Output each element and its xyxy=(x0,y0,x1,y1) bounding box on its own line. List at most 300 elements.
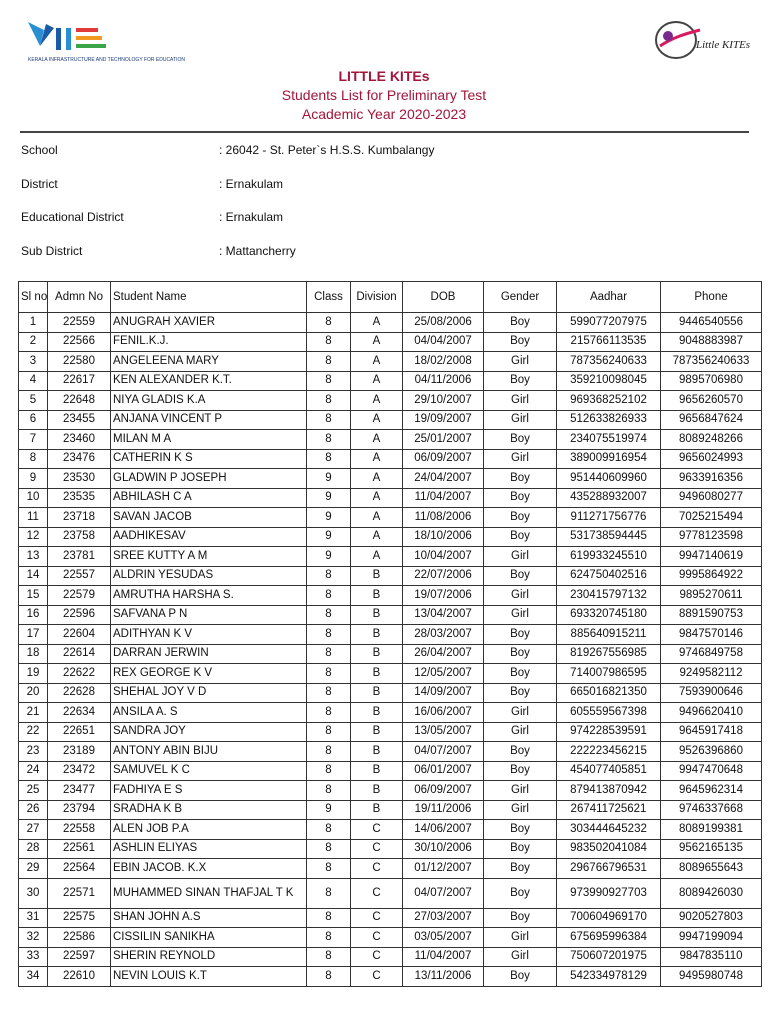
aadhar-cell: 303444645232 xyxy=(557,820,661,840)
sl-no-cell: 8 xyxy=(19,449,48,469)
table-body xyxy=(19,313,762,987)
table-row xyxy=(19,527,762,547)
gender-cell: Boy xyxy=(484,469,557,489)
gender-cell: Boy xyxy=(484,683,557,703)
phone-cell: 9645917418 xyxy=(661,722,762,742)
aadhar-cell: 542334978129 xyxy=(557,967,661,987)
student-name-cell: ANSILA A. S xyxy=(111,703,307,723)
table-row xyxy=(19,430,762,450)
student-name-cell: CISSILIN SANIKHA xyxy=(111,928,307,948)
aadhar-cell: 951440609960 xyxy=(557,469,661,489)
dob-cell: 01/12/2007 xyxy=(403,859,484,879)
table-row xyxy=(19,878,762,908)
sl-no-cell: 17 xyxy=(19,625,48,645)
gender-cell: Girl xyxy=(484,352,557,372)
gender-cell: Girl xyxy=(484,947,557,967)
table-row xyxy=(19,586,762,606)
admn-no-cell: 23477 xyxy=(48,781,111,801)
sl-no-cell: 22 xyxy=(19,722,48,742)
kite-logo-text: KERALA INFRASTRUCTURE AND TECHNOLOGY FOR EDUCATION xyxy=(28,57,185,63)
dob-cell: 11/04/2007 xyxy=(403,947,484,967)
division-cell: B xyxy=(351,703,403,723)
student-name-cell: FENIL.K.J. xyxy=(111,332,307,352)
gender-cell: Girl xyxy=(484,781,557,801)
phone-cell: 8891590753 xyxy=(661,605,762,625)
student-name-cell: ABHILASH C A xyxy=(111,488,307,508)
admn-no-cell: 23535 xyxy=(48,488,111,508)
gender-cell: Girl xyxy=(484,703,557,723)
aadhar-cell: 911271756776 xyxy=(557,508,661,528)
dob-cell: 06/09/2007 xyxy=(403,449,484,469)
division-cell: B xyxy=(351,800,403,820)
table-row xyxy=(19,566,762,586)
aadhar-cell: 750607201975 xyxy=(557,947,661,967)
class-cell: 8 xyxy=(307,742,351,762)
division-cell: B xyxy=(351,605,403,625)
table-row xyxy=(19,371,762,391)
column-header: Admn No xyxy=(48,282,111,313)
table-row xyxy=(19,488,762,508)
class-cell: 8 xyxy=(307,781,351,801)
table-row xyxy=(19,625,762,645)
sl-no-cell: 21 xyxy=(19,703,48,723)
phone-cell: 9895270611 xyxy=(661,586,762,606)
student-name-cell: SHEHAL JOY V D xyxy=(111,683,307,703)
division-cell: B xyxy=(351,781,403,801)
header-divider xyxy=(20,131,749,133)
aadhar-cell: 885640915211 xyxy=(557,625,661,645)
info-label: School xyxy=(21,143,58,157)
table-row xyxy=(19,722,762,742)
dob-cell: 22/07/2006 xyxy=(403,566,484,586)
aadhar-cell: 454077405851 xyxy=(557,761,661,781)
info-row-district xyxy=(21,177,741,211)
dob-cell: 25/08/2006 xyxy=(403,313,484,333)
info-label: District xyxy=(21,176,58,191)
gender-cell: Boy xyxy=(484,664,557,684)
class-cell: 8 xyxy=(307,664,351,684)
sl-no-cell: 32 xyxy=(19,928,48,948)
division-cell: C xyxy=(351,908,403,928)
info-value: : Mattancherry xyxy=(219,244,296,259)
table-row xyxy=(19,859,762,879)
division-cell: B xyxy=(351,566,403,586)
admn-no-cell: 22628 xyxy=(48,683,111,703)
admn-no-cell: 22604 xyxy=(48,625,111,645)
student-name-cell: SAMUVEL K C xyxy=(111,761,307,781)
aadhar-cell: 714007986595 xyxy=(557,664,661,684)
sl-no-cell: 34 xyxy=(19,967,48,987)
admn-no-cell: 22571 xyxy=(48,878,111,908)
class-cell: 8 xyxy=(307,605,351,625)
phone-cell: 9995864922 xyxy=(661,566,762,586)
dob-cell: 25/01/2007 xyxy=(403,430,484,450)
student-name-cell: ANGELEENA MARY xyxy=(111,352,307,372)
student-name-cell: NIYA GLADIS K.A xyxy=(111,391,307,411)
sl-no-cell: 9 xyxy=(19,469,48,489)
division-cell: A xyxy=(351,430,403,450)
phone-cell: 9847835110 xyxy=(661,947,762,967)
phone-cell: 787356240633 xyxy=(661,352,762,372)
phone-cell: 7025215494 xyxy=(661,508,762,528)
student-name-cell: NEVIN LOUIS K.T xyxy=(111,967,307,987)
aadhar-cell: 359210098045 xyxy=(557,371,661,391)
sl-no-cell: 10 xyxy=(19,488,48,508)
student-name-cell: SRADHA K B xyxy=(111,800,307,820)
gender-cell: Boy xyxy=(484,371,557,391)
division-cell: C xyxy=(351,820,403,840)
sl-no-cell: 11 xyxy=(19,508,48,528)
division-cell: B xyxy=(351,625,403,645)
table-row xyxy=(19,908,762,928)
division-cell: C xyxy=(351,878,403,908)
student-name-cell: SHERIN REYNOLD xyxy=(111,947,307,967)
class-cell: 8 xyxy=(307,820,351,840)
column-header: Division xyxy=(351,282,403,313)
aadhar-cell: 435288932007 xyxy=(557,488,661,508)
student-name-cell: ALEN JOB P.A xyxy=(111,820,307,840)
dob-cell: 16/06/2007 xyxy=(403,703,484,723)
gender-cell: Boy xyxy=(484,488,557,508)
aadhar-cell: 973990927703 xyxy=(557,878,661,908)
admn-no-cell: 23476 xyxy=(48,449,111,469)
dob-cell: 28/03/2007 xyxy=(403,625,484,645)
class-cell: 8 xyxy=(307,683,351,703)
table-row xyxy=(19,664,762,684)
division-cell: C xyxy=(351,928,403,948)
gender-cell: Boy xyxy=(484,313,557,333)
gender-cell: Boy xyxy=(484,820,557,840)
admn-no-cell: 22586 xyxy=(48,928,111,948)
info-row-school xyxy=(21,143,741,177)
aadhar-cell: 879413870942 xyxy=(557,781,661,801)
admn-no-cell: 22617 xyxy=(48,371,111,391)
sl-no-cell: 30 xyxy=(19,878,48,908)
aadhar-cell: 787356240633 xyxy=(557,352,661,372)
dob-cell: 04/11/2006 xyxy=(403,371,484,391)
phone-cell: 9847570146 xyxy=(661,625,762,645)
sl-no-cell: 23 xyxy=(19,742,48,762)
class-cell: 8 xyxy=(307,313,351,333)
dob-cell: 24/04/2007 xyxy=(403,469,484,489)
sl-no-cell: 1 xyxy=(19,313,48,333)
table-row xyxy=(19,410,762,430)
dob-cell: 03/05/2007 xyxy=(403,928,484,948)
admn-no-cell: 22648 xyxy=(48,391,111,411)
student-name-cell: ALDRIN YESUDAS xyxy=(111,566,307,586)
sl-no-cell: 26 xyxy=(19,800,48,820)
table-row xyxy=(19,644,762,664)
phone-cell: 8089248266 xyxy=(661,430,762,450)
admn-no-cell: 22559 xyxy=(48,313,111,333)
dob-cell: 30/10/2006 xyxy=(403,839,484,859)
dob-cell: 13/05/2007 xyxy=(403,722,484,742)
gender-cell: Girl xyxy=(484,410,557,430)
dob-cell: 12/05/2007 xyxy=(403,664,484,684)
dob-cell: 10/04/2007 xyxy=(403,547,484,567)
aadhar-cell: 222223456215 xyxy=(557,742,661,762)
gender-cell: Girl xyxy=(484,586,557,606)
class-cell: 8 xyxy=(307,449,351,469)
dob-cell: 13/04/2007 xyxy=(403,605,484,625)
table-row xyxy=(19,761,762,781)
phone-cell: 8089426030 xyxy=(661,878,762,908)
class-cell: 8 xyxy=(307,371,351,391)
division-cell: A xyxy=(351,469,403,489)
student-name-cell: MUHAMMED SINAN THAFJAL T K xyxy=(111,878,307,908)
table-row xyxy=(19,703,762,723)
sl-no-cell: 15 xyxy=(19,586,48,606)
aadhar-cell: 693320745180 xyxy=(557,605,661,625)
class-cell: 8 xyxy=(307,761,351,781)
gender-cell: Boy xyxy=(484,967,557,987)
table-row xyxy=(19,469,762,489)
table-row xyxy=(19,928,762,948)
sl-no-cell: 31 xyxy=(19,908,48,928)
table-row xyxy=(19,508,762,528)
phone-cell: 9947140619 xyxy=(661,547,762,567)
student-name-cell: SAVAN JACOB xyxy=(111,508,307,528)
gender-cell: Boy xyxy=(484,742,557,762)
admn-no-cell: 22596 xyxy=(48,605,111,625)
column-header: Gender xyxy=(484,282,557,313)
gender-cell: Boy xyxy=(484,625,557,645)
phone-cell: 9496620410 xyxy=(661,703,762,723)
class-cell: 8 xyxy=(307,352,351,372)
table-row xyxy=(19,800,762,820)
phone-cell: 9746849758 xyxy=(661,644,762,664)
dob-cell: 26/04/2007 xyxy=(403,644,484,664)
division-cell: A xyxy=(351,547,403,567)
admn-no-cell: 23189 xyxy=(48,742,111,762)
phone-cell: 9895706980 xyxy=(661,371,762,391)
admn-no-cell: 22622 xyxy=(48,664,111,684)
aadhar-cell: 599077207975 xyxy=(557,313,661,333)
sl-no-cell: 12 xyxy=(19,527,48,547)
dob-cell: 29/10/2007 xyxy=(403,391,484,411)
phone-cell: 9656260570 xyxy=(661,391,762,411)
class-cell: 8 xyxy=(307,332,351,352)
class-cell: 9 xyxy=(307,800,351,820)
gender-cell: Boy xyxy=(484,527,557,547)
table-row xyxy=(19,449,762,469)
class-cell: 8 xyxy=(307,722,351,742)
student-name-cell: AADHIKESAV xyxy=(111,527,307,547)
division-cell: B xyxy=(351,586,403,606)
gender-cell: Girl xyxy=(484,800,557,820)
sl-no-cell: 2 xyxy=(19,332,48,352)
class-cell: 8 xyxy=(307,928,351,948)
sl-no-cell: 13 xyxy=(19,547,48,567)
admn-no-cell: 22557 xyxy=(48,566,111,586)
column-header: Class xyxy=(307,282,351,313)
division-cell: A xyxy=(351,371,403,391)
sl-no-cell: 6 xyxy=(19,410,48,430)
phone-cell: 9526396860 xyxy=(661,742,762,762)
phone-cell: 9645962314 xyxy=(661,781,762,801)
class-cell: 8 xyxy=(307,410,351,430)
students-table xyxy=(18,281,762,987)
division-cell: B xyxy=(351,722,403,742)
class-cell: 8 xyxy=(307,859,351,879)
class-cell: 8 xyxy=(307,586,351,606)
page-title: LITTLE KITEs xyxy=(338,68,430,84)
division-cell: A xyxy=(351,488,403,508)
aadhar-cell: 619933245510 xyxy=(557,547,661,567)
dob-cell: 19/09/2007 xyxy=(403,410,484,430)
sl-no-cell: 19 xyxy=(19,664,48,684)
sl-no-cell: 25 xyxy=(19,781,48,801)
division-cell: B xyxy=(351,683,403,703)
info-value: : Ernakulam xyxy=(219,176,284,191)
division-cell: A xyxy=(351,410,403,430)
dob-cell: 18/10/2006 xyxy=(403,527,484,547)
aadhar-cell: 974228539591 xyxy=(557,722,661,742)
phone-cell: 9947470648 xyxy=(661,761,762,781)
division-cell: C xyxy=(351,839,403,859)
student-name-cell: MILAN M A xyxy=(111,430,307,450)
gender-cell: Girl xyxy=(484,391,557,411)
admn-no-cell: 23455 xyxy=(48,410,111,430)
school-info xyxy=(21,143,741,278)
student-name-cell: KEN ALEXANDER K.T. xyxy=(111,371,307,391)
class-cell: 8 xyxy=(307,908,351,928)
student-name-cell: SAFVANA P N xyxy=(111,605,307,625)
sl-no-cell: 33 xyxy=(19,947,48,967)
column-header: Student Name xyxy=(111,282,307,313)
aadhar-cell: 665016821350 xyxy=(557,683,661,703)
title-block xyxy=(0,66,768,124)
sl-no-cell: 18 xyxy=(19,644,48,664)
dob-cell: 04/07/2007 xyxy=(403,742,484,762)
info-label: Educational District xyxy=(21,210,124,225)
student-name-cell: ASHLIN ELIYAS xyxy=(111,839,307,859)
admn-no-cell: 22597 xyxy=(48,947,111,967)
little-kites-logo xyxy=(650,18,754,66)
info-value: : 26042 - St. Peter`s H.S.S. Kumbalangy xyxy=(219,143,435,157)
admn-no-cell: 22564 xyxy=(48,859,111,879)
class-cell: 8 xyxy=(307,839,351,859)
division-cell: C xyxy=(351,947,403,967)
admn-no-cell: 22579 xyxy=(48,586,111,606)
division-cell: A xyxy=(351,313,403,333)
aadhar-cell: 819267556985 xyxy=(557,644,661,664)
aadhar-cell: 230415797132 xyxy=(557,586,661,606)
column-header: DOB xyxy=(403,282,484,313)
admn-no-cell: 22558 xyxy=(48,820,111,840)
table-row xyxy=(19,742,762,762)
table-row xyxy=(19,820,762,840)
dob-cell: 19/07/2006 xyxy=(403,586,484,606)
column-header: Sl no xyxy=(19,282,48,313)
phone-cell: 9778123598 xyxy=(661,527,762,547)
phone-cell: 9495980748 xyxy=(661,967,762,987)
student-name-cell: GLADWIN P JOSEPH xyxy=(111,469,307,489)
phone-cell: 9633916356 xyxy=(661,469,762,489)
student-name-cell: ANTONY ABIN BIJU xyxy=(111,742,307,762)
sl-no-cell: 29 xyxy=(19,859,48,879)
sl-no-cell: 14 xyxy=(19,566,48,586)
gender-cell: Boy xyxy=(484,332,557,352)
academic-year: Academic Year 2020-2023 xyxy=(301,106,467,122)
admn-no-cell: 23460 xyxy=(48,430,111,450)
little-kites-logo-text: Little KITEs xyxy=(696,39,751,51)
aadhar-cell: 969368252102 xyxy=(557,391,661,411)
sl-no-cell: 20 xyxy=(19,683,48,703)
table-row xyxy=(19,391,762,411)
phone-cell: 9746337668 xyxy=(661,800,762,820)
class-cell: 8 xyxy=(307,644,351,664)
student-name-cell: REX GEORGE K V xyxy=(111,664,307,684)
student-name-cell: SREE KUTTY A M xyxy=(111,547,307,567)
table-row xyxy=(19,967,762,987)
admn-no-cell: 22651 xyxy=(48,722,111,742)
aadhar-cell: 531738594445 xyxy=(557,527,661,547)
aadhar-cell: 296766796531 xyxy=(557,859,661,879)
class-cell: 8 xyxy=(307,967,351,987)
gender-cell: Girl xyxy=(484,449,557,469)
division-cell: B xyxy=(351,644,403,664)
table-header-row xyxy=(19,282,762,313)
admn-no-cell: 23781 xyxy=(48,547,111,567)
gender-cell: Girl xyxy=(484,547,557,567)
gender-cell: Girl xyxy=(484,928,557,948)
class-cell: 8 xyxy=(307,703,351,723)
dob-cell: 11/04/2007 xyxy=(403,488,484,508)
phone-cell: 8089655643 xyxy=(661,859,762,879)
table-row xyxy=(19,947,762,967)
division-cell: C xyxy=(351,967,403,987)
sl-no-cell: 4 xyxy=(19,371,48,391)
division-cell: C xyxy=(351,859,403,879)
class-cell: 8 xyxy=(307,430,351,450)
dob-cell: 14/06/2007 xyxy=(403,820,484,840)
admn-no-cell: 23758 xyxy=(48,527,111,547)
student-name-cell: SANDRA JOY xyxy=(111,722,307,742)
student-name-cell: DARRAN JERWIN xyxy=(111,644,307,664)
gender-cell: Boy xyxy=(484,839,557,859)
class-cell: 9 xyxy=(307,469,351,489)
division-cell: A xyxy=(351,352,403,372)
class-cell: 9 xyxy=(307,527,351,547)
aadhar-cell: 389009916954 xyxy=(557,449,661,469)
aadhar-cell: 624750402516 xyxy=(557,566,661,586)
student-name-cell: CATHERIN K S xyxy=(111,449,307,469)
gender-cell: Boy xyxy=(484,859,557,879)
class-cell: 8 xyxy=(307,947,351,967)
info-row-educational-district xyxy=(21,210,741,244)
dob-cell: 04/07/2007 xyxy=(403,878,484,908)
sl-no-cell: 27 xyxy=(19,820,48,840)
class-cell: 9 xyxy=(307,508,351,528)
admn-no-cell: 23794 xyxy=(48,800,111,820)
aadhar-cell: 675695996384 xyxy=(557,928,661,948)
admn-no-cell: 22575 xyxy=(48,908,111,928)
gender-cell: Boy xyxy=(484,644,557,664)
table-row xyxy=(19,352,762,372)
aadhar-cell: 512633826933 xyxy=(557,410,661,430)
kite-logo xyxy=(24,16,185,70)
table-row xyxy=(19,839,762,859)
column-header: Phone xyxy=(661,282,762,313)
aadhar-cell: 605559567398 xyxy=(557,703,661,723)
phone-cell: 9656847624 xyxy=(661,410,762,430)
table-row xyxy=(19,332,762,352)
division-cell: B xyxy=(351,742,403,762)
phone-cell: 7593900646 xyxy=(661,683,762,703)
table-row xyxy=(19,605,762,625)
dob-cell: 06/01/2007 xyxy=(403,761,484,781)
